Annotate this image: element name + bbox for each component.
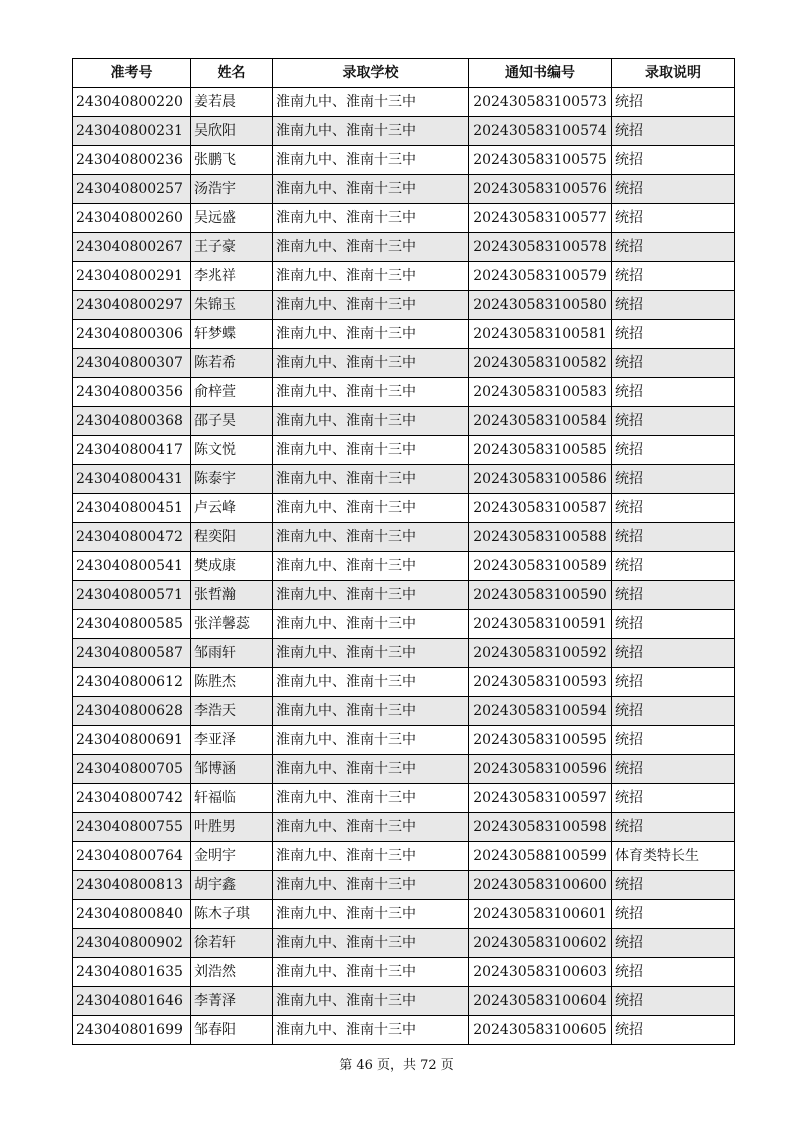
cell-admitted-school: 淮南九中、淮南十三中 [273, 697, 469, 726]
cell-admission-note: 统招 [612, 117, 735, 146]
table-row [73, 726, 735, 755]
cell-admitted-school: 淮南九中、淮南十三中 [273, 755, 469, 784]
table-row [73, 958, 735, 987]
cell-exam-number: 243040801699 [73, 1016, 191, 1045]
cell-name: 张洋馨蕊 [191, 610, 273, 639]
cell-name: 李浩天 [191, 697, 273, 726]
table-row [73, 900, 735, 929]
table-row [73, 1016, 735, 1045]
cell-admitted-school: 淮南九中、淮南十三中 [273, 320, 469, 349]
cell-name: 李兆祥 [191, 262, 273, 291]
cell-admitted-school: 淮南九中、淮南十三中 [273, 494, 469, 523]
table-body [73, 88, 735, 1045]
cell-exam-number: 243040800705 [73, 755, 191, 784]
cell-notice-number: 202430588100599 [469, 842, 612, 871]
cell-admission-note: 统招 [612, 1016, 735, 1045]
cell-exam-number: 243040800307 [73, 349, 191, 378]
cell-name: 徐若轩 [191, 929, 273, 958]
cell-exam-number: 243040800571 [73, 581, 191, 610]
table-row [73, 842, 735, 871]
cell-notice-number: 202430583100589 [469, 552, 612, 581]
cell-exam-number: 243040800368 [73, 407, 191, 436]
cell-admitted-school: 淮南九中、淮南十三中 [273, 262, 469, 291]
cell-admitted-school: 淮南九中、淮南十三中 [273, 378, 469, 407]
cell-admission-note: 统招 [612, 204, 735, 233]
cell-name: 吴欣阳 [191, 117, 273, 146]
cell-name: 陈若希 [191, 349, 273, 378]
table-row [73, 552, 735, 581]
cell-exam-number: 243040800417 [73, 436, 191, 465]
cell-exam-number: 243040800291 [73, 262, 191, 291]
cell-admission-note: 统招 [612, 233, 735, 262]
cell-notice-number: 202430583100594 [469, 697, 612, 726]
table-row [73, 233, 735, 262]
cell-exam-number: 243040800764 [73, 842, 191, 871]
cell-admitted-school: 淮南九中、淮南十三中 [273, 610, 469, 639]
cell-admitted-school: 淮南九中、淮南十三中 [273, 871, 469, 900]
table-row [73, 697, 735, 726]
cell-admitted-school: 淮南九中、淮南十三中 [273, 407, 469, 436]
cell-exam-number: 243040800612 [73, 668, 191, 697]
cell-admitted-school: 淮南九中、淮南十三中 [273, 842, 469, 871]
cell-admitted-school: 淮南九中、淮南十三中 [273, 175, 469, 204]
cell-admitted-school: 淮南九中、淮南十三中 [273, 349, 469, 378]
cell-name: 吴远盛 [191, 204, 273, 233]
cell-admission-note: 统招 [612, 668, 735, 697]
table-row [73, 523, 735, 552]
cell-exam-number: 243040800840 [73, 900, 191, 929]
cell-exam-number: 243040800356 [73, 378, 191, 407]
cell-name: 樊成康 [191, 552, 273, 581]
table-row [73, 146, 735, 175]
cell-notice-number: 202430583100573 [469, 88, 612, 117]
cell-admitted-school: 淮南九中、淮南十三中 [273, 784, 469, 813]
cell-name: 李亚泽 [191, 726, 273, 755]
cell-exam-number: 243040800472 [73, 523, 191, 552]
cell-admission-note: 统招 [612, 871, 735, 900]
cell-admitted-school: 淮南九中、淮南十三中 [273, 146, 469, 175]
cell-exam-number: 243040800813 [73, 871, 191, 900]
cell-notice-number: 202430583100601 [469, 900, 612, 929]
header-exam-number: 准考号 [73, 59, 191, 88]
cell-name: 姜若晨 [191, 88, 273, 117]
cell-admitted-school: 淮南九中、淮南十三中 [273, 900, 469, 929]
cell-admission-note: 统招 [612, 523, 735, 552]
cell-admission-note: 统招 [612, 929, 735, 958]
cell-name: 陈木子琪 [191, 900, 273, 929]
cell-admitted-school: 淮南九中、淮南十三中 [273, 523, 469, 552]
cell-exam-number: 243040800587 [73, 639, 191, 668]
cell-admission-note: 统招 [612, 175, 735, 204]
cell-admission-note: 统招 [612, 900, 735, 929]
cell-admission-note: 统招 [612, 262, 735, 291]
cell-exam-number: 243040800451 [73, 494, 191, 523]
cell-admission-note: 统招 [612, 726, 735, 755]
cell-admission-note: 统招 [612, 88, 735, 117]
table-row [73, 407, 735, 436]
cell-name: 陈文悦 [191, 436, 273, 465]
cell-name: 陈泰宇 [191, 465, 273, 494]
cell-notice-number: 202430583100586 [469, 465, 612, 494]
cell-admitted-school: 淮南九中、淮南十三中 [273, 987, 469, 1016]
table-row [73, 813, 735, 842]
cell-notice-number: 202430583100600 [469, 871, 612, 900]
cell-admitted-school: 淮南九中、淮南十三中 [273, 929, 469, 958]
cell-notice-number: 202430583100603 [469, 958, 612, 987]
table-row [73, 175, 735, 204]
cell-notice-number: 202430583100578 [469, 233, 612, 262]
cell-name: 叶胜男 [191, 813, 273, 842]
cell-notice-number: 202430583100574 [469, 117, 612, 146]
cell-admitted-school: 淮南九中、淮南十三中 [273, 668, 469, 697]
cell-admitted-school: 淮南九中、淮南十三中 [273, 291, 469, 320]
table-row [73, 784, 735, 813]
cell-notice-number: 202430583100575 [469, 146, 612, 175]
cell-exam-number: 243040800585 [73, 610, 191, 639]
cell-name: 李菁泽 [191, 987, 273, 1016]
cell-admission-note: 统招 [612, 552, 735, 581]
cell-notice-number: 202430583100581 [469, 320, 612, 349]
cell-admitted-school: 淮南九中、淮南十三中 [273, 581, 469, 610]
cell-name: 俞梓萱 [191, 378, 273, 407]
cell-exam-number: 243040800755 [73, 813, 191, 842]
cell-admitted-school: 淮南九中、淮南十三中 [273, 639, 469, 668]
header-admission-note: 录取说明 [612, 59, 735, 88]
cell-admitted-school: 淮南九中、淮南十三中 [273, 958, 469, 987]
header-admitted-school: 录取学校 [273, 59, 469, 88]
cell-admission-note: 统招 [612, 146, 735, 175]
cell-name: 邹博涵 [191, 755, 273, 784]
cell-notice-number: 202430583100592 [469, 639, 612, 668]
cell-notice-number: 202430583100585 [469, 436, 612, 465]
table-row [73, 320, 735, 349]
admission-table [72, 58, 735, 1045]
page-footer: 第 46 页，共 72 页 [339, 1058, 454, 1073]
cell-notice-number: 202430583100596 [469, 755, 612, 784]
header-notice-number: 通知书编号 [469, 59, 612, 88]
cell-name: 程奕阳 [191, 523, 273, 552]
cell-exam-number: 243040800541 [73, 552, 191, 581]
table-row [73, 987, 735, 1016]
cell-name: 金明宇 [191, 842, 273, 871]
cell-admitted-school: 淮南九中、淮南十三中 [273, 552, 469, 581]
cell-name: 胡宇鑫 [191, 871, 273, 900]
cell-exam-number: 243040800742 [73, 784, 191, 813]
cell-exam-number: 243040800628 [73, 697, 191, 726]
cell-notice-number: 202430583100579 [469, 262, 612, 291]
table-row [73, 871, 735, 900]
table-row [73, 436, 735, 465]
cell-exam-number: 243040800431 [73, 465, 191, 494]
table-row [73, 262, 735, 291]
cell-exam-number: 243040800236 [73, 146, 191, 175]
cell-notice-number: 202430583100577 [469, 204, 612, 233]
cell-admission-note: 统招 [612, 320, 735, 349]
cell-notice-number: 202430583100605 [469, 1016, 612, 1045]
cell-admission-note: 统招 [612, 755, 735, 784]
cell-admitted-school: 淮南九中、淮南十三中 [273, 726, 469, 755]
cell-name: 汤浩宇 [191, 175, 273, 204]
cell-notice-number: 202430583100587 [469, 494, 612, 523]
table-row [73, 349, 735, 378]
cell-admission-note: 统招 [612, 639, 735, 668]
table-row [73, 117, 735, 146]
cell-notice-number: 202430583100595 [469, 726, 612, 755]
cell-admission-note: 统招 [612, 407, 735, 436]
cell-admission-note: 统招 [612, 813, 735, 842]
cell-notice-number: 202430583100576 [469, 175, 612, 204]
header-name: 姓名 [191, 59, 273, 88]
cell-notice-number: 202430583100593 [469, 668, 612, 697]
cell-notice-number: 202430583100583 [469, 378, 612, 407]
cell-name: 刘浩然 [191, 958, 273, 987]
cell-name: 邹春阳 [191, 1016, 273, 1045]
cell-admission-note: 统招 [612, 610, 735, 639]
table-row [73, 204, 735, 233]
cell-name: 轩梦蝶 [191, 320, 273, 349]
cell-admission-note: 统招 [612, 465, 735, 494]
cell-admitted-school: 淮南九中、淮南十三中 [273, 88, 469, 117]
cell-notice-number: 202430583100588 [469, 523, 612, 552]
cell-admission-note: 统招 [612, 958, 735, 987]
cell-notice-number: 202430583100604 [469, 987, 612, 1016]
table-row [73, 88, 735, 117]
table-row [73, 581, 735, 610]
cell-admitted-school: 淮南九中、淮南十三中 [273, 465, 469, 494]
cell-notice-number: 202430583100580 [469, 291, 612, 320]
cell-admission-note: 统招 [612, 378, 735, 407]
cell-name: 张鹏飞 [191, 146, 273, 175]
cell-name: 轩福临 [191, 784, 273, 813]
cell-name: 邹雨轩 [191, 639, 273, 668]
table-row [73, 465, 735, 494]
cell-admission-note: 统招 [612, 987, 735, 1016]
cell-exam-number: 243040801646 [73, 987, 191, 1016]
cell-admitted-school: 淮南九中、淮南十三中 [273, 233, 469, 262]
cell-exam-number: 243040800220 [73, 88, 191, 117]
cell-exam-number: 243040801635 [73, 958, 191, 987]
cell-notice-number: 202430583100584 [469, 407, 612, 436]
cell-admission-note: 统招 [612, 494, 735, 523]
cell-name: 卢云峰 [191, 494, 273, 523]
cell-admitted-school: 淮南九中、淮南十三中 [273, 436, 469, 465]
cell-admission-note: 统招 [612, 349, 735, 378]
cell-name: 王子豪 [191, 233, 273, 262]
cell-exam-number: 243040800297 [73, 291, 191, 320]
cell-exam-number: 243040800231 [73, 117, 191, 146]
table-row [73, 755, 735, 784]
cell-admitted-school: 淮南九中、淮南十三中 [273, 1016, 469, 1045]
cell-admission-note: 统招 [612, 291, 735, 320]
table-row [73, 291, 735, 320]
cell-name: 张哲瀚 [191, 581, 273, 610]
cell-notice-number: 202430583100591 [469, 610, 612, 639]
table-row [73, 929, 735, 958]
cell-notice-number: 202430583100602 [469, 929, 612, 958]
table-row [73, 494, 735, 523]
table-row [73, 668, 735, 697]
cell-notice-number: 202430583100598 [469, 813, 612, 842]
cell-admission-note: 统招 [612, 436, 735, 465]
table-row [73, 610, 735, 639]
cell-notice-number: 202430583100590 [469, 581, 612, 610]
table-header-row [73, 59, 735, 88]
cell-admission-note: 统招 [612, 784, 735, 813]
cell-exam-number: 243040800306 [73, 320, 191, 349]
cell-exam-number: 243040800257 [73, 175, 191, 204]
cell-notice-number: 202430583100582 [469, 349, 612, 378]
cell-exam-number: 243040800691 [73, 726, 191, 755]
cell-exam-number: 243040800260 [73, 204, 191, 233]
table-row [73, 639, 735, 668]
cell-exam-number: 243040800267 [73, 233, 191, 262]
cell-admission-note: 统招 [612, 697, 735, 726]
table-row [73, 378, 735, 407]
cell-exam-number: 243040800902 [73, 929, 191, 958]
cell-admitted-school: 淮南九中、淮南十三中 [273, 117, 469, 146]
cell-admitted-school: 淮南九中、淮南十三中 [273, 204, 469, 233]
cell-notice-number: 202430583100597 [469, 784, 612, 813]
cell-admission-note: 统招 [612, 581, 735, 610]
cell-name: 朱锦玉 [191, 291, 273, 320]
cell-name: 邵子昊 [191, 407, 273, 436]
cell-admission-note: 体育类特长生 [612, 842, 735, 871]
cell-name: 陈胜杰 [191, 668, 273, 697]
cell-admitted-school: 淮南九中、淮南十三中 [273, 813, 469, 842]
